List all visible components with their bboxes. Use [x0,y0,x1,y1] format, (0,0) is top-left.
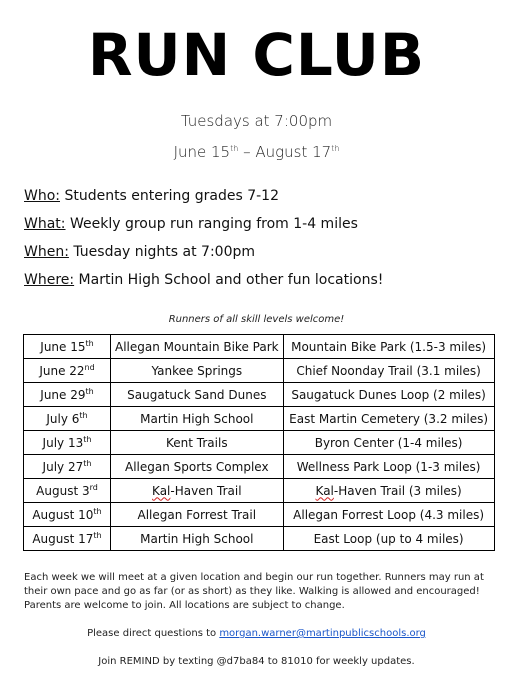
table-row [24,503,495,527]
info-where-value: Martin High School and other fun locations! [74,272,384,288]
date-suffix: nd [84,362,95,372]
route-cell: Wellness Park Loop (1-3 miles) [283,455,494,479]
season-start: June 15 [173,143,231,161]
date-suffix: rd [89,482,98,492]
table-row [24,335,495,359]
location-cell: Allegan Mountain Bike Park [111,335,284,359]
date-cell [24,359,111,383]
table-row [24,383,495,407]
date-text: July 13 [42,435,84,450]
date-text: June 29 [40,387,86,402]
date-text: August 10 [32,507,94,522]
location-cell: Yankee Springs [111,359,284,383]
date-cell [24,527,111,551]
season-start-suffix: th [230,144,239,153]
table-row [24,479,495,503]
date-suffix: th [93,506,102,516]
info-when-value: Tuesday nights at 7:00pm [68,244,256,260]
route-cell: Chief Noonday Trail (3.1 miles) [283,359,494,383]
date-suffix: th [83,434,92,444]
route-cell: Allegan Forrest Loop (4.3 miles) [283,503,494,527]
route-cell: East Loop (up to 4 miles) [283,527,494,551]
location-cell: Kent Trails [111,431,284,455]
page-title: RUN CLUB [87,21,426,89]
location-cell [111,479,284,503]
table-row [24,431,495,455]
contact-line [0,628,513,639]
contact-email-link[interactable]: morgan.warner@martinpublicschools.org [219,628,426,639]
route-cell [283,479,494,503]
info-when-label: When: [24,244,69,260]
info-what-label: What: [24,216,66,232]
spellcheck-word: Kal [152,483,171,498]
date-text: July 6 [46,411,80,426]
table-row [24,455,495,479]
date-suffix: th [79,410,88,420]
remind-line: Join REMIND by texting @d7ba84 to 81010 for weekly updates. [98,656,415,667]
date-text: June 22 [39,363,85,378]
location-cell: Martin High School [111,527,284,551]
description-paragraph: Each week we will meet at a given location and begin our run together. Runners may run at their own pace and go as far (or as short) as they like. Walking is allowed and encouraged! Parents are welcome to join. All locations are subject to change. [24,572,484,611]
date-cell [24,383,111,407]
date-text: July 27 [42,459,84,474]
season-dates [0,143,513,161]
route-cell: Saugatuck Dunes Loop (2 miles) [283,383,494,407]
location-cell: Saugatuck Sand Dunes [111,383,284,407]
info-when [24,244,255,260]
meeting-time: Tuesdays at 7:00pm [180,112,333,130]
info-who [24,188,279,204]
location-cell: Allegan Forrest Trail [111,503,284,527]
contact-prefix: Please direct questions to [87,628,220,639]
table-row [24,527,495,551]
route-cell: Mountain Bike Park (1.5-3 miles) [283,335,494,359]
date-text: August 17 [32,531,94,546]
info-where-label: Where: [24,272,75,288]
date-suffix: th [85,338,94,348]
schedule-table [23,334,495,551]
date-cell [24,407,111,431]
date-cell [24,431,111,455]
date-text: June 15 [40,339,86,354]
season-end-suffix: th [331,144,340,153]
date-suffix: th [85,386,94,396]
info-who-value: Students entering grades 7-12 [60,188,279,204]
location-text: -Haven Trail [170,483,242,498]
spellcheck-word: Kal [315,483,334,498]
date-text: August 3 [36,483,90,498]
date-suffix: th [83,458,92,468]
info-who-label: Who: [24,188,60,204]
table-row [24,359,495,383]
info-what [24,216,358,232]
info-where [24,272,383,288]
skill-note: Runners of all skill levels welcome! [168,314,345,325]
date-cell [24,335,111,359]
season-end: August 17 [255,143,332,161]
location-cell: Allegan Sports Complex [111,455,284,479]
date-cell [24,503,111,527]
date-suffix: th [93,530,102,540]
date-cell [24,479,111,503]
route-text: -Haven Trail (3 miles) [333,483,462,498]
date-cell [24,455,111,479]
route-cell: Byron Center (1-4 miles) [283,431,494,455]
info-what-value: Weekly group run ranging from 1-4 miles [65,216,358,232]
table-row [24,407,495,431]
route-cell: East Martin Cemetery (3.2 miles) [283,407,494,431]
location-cell: Martin High School [111,407,284,431]
season-separator: – [238,143,256,161]
